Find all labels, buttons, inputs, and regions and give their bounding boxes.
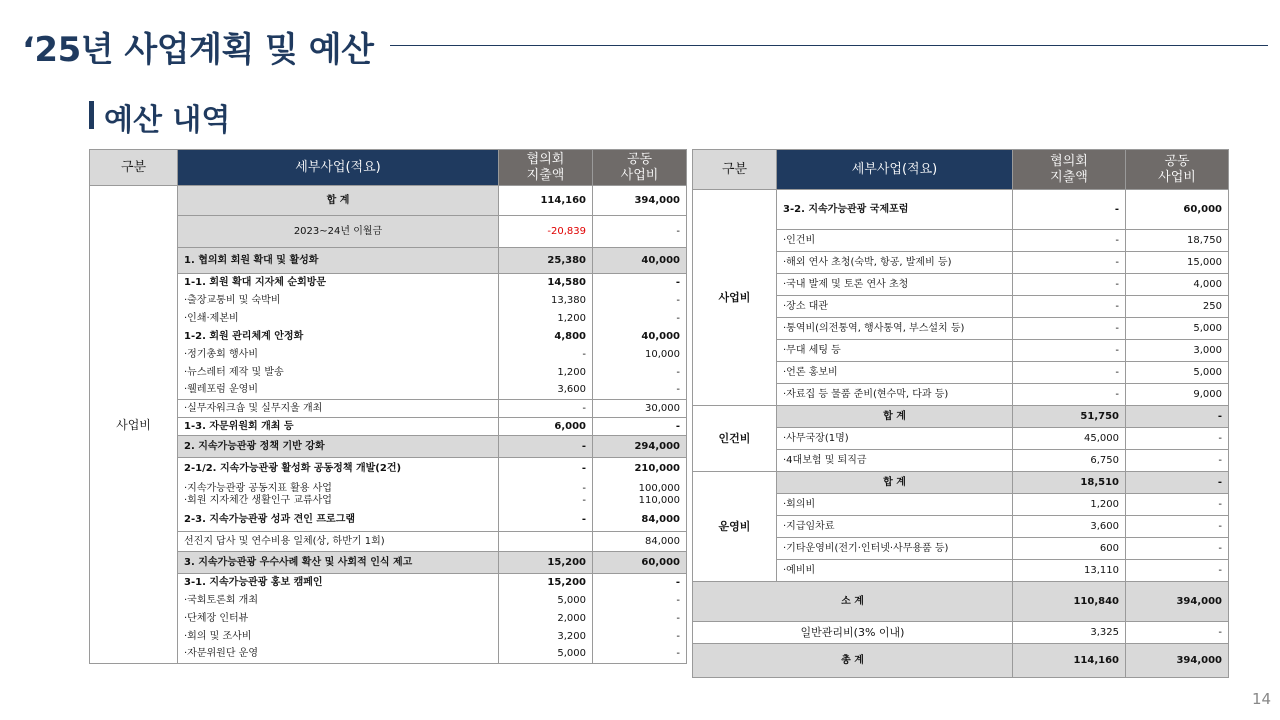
row-item: 2-1/2. 지속가능관광 활성화 공동정책 개발(2건) <box>178 458 499 480</box>
row-assoc: - <box>499 510 593 532</box>
table-row <box>90 458 687 480</box>
row-joint: 18,750 <box>1126 230 1229 252</box>
header-category: 구분 <box>693 150 777 190</box>
row-joint: - <box>593 628 687 646</box>
row-joint: - <box>1126 516 1229 538</box>
row-assoc: 600 <box>1013 538 1126 560</box>
row-assoc: - <box>1013 274 1126 296</box>
row-joint: 40,000 <box>593 248 687 274</box>
row-item: 선진지 답사 및 연수비용 일체(상, 하반기 1회) <box>178 532 499 552</box>
row-item: 3-1. 지속가능관광 홍보 캠페인 <box>178 574 499 592</box>
table-row <box>693 406 1229 428</box>
page-number: 14 <box>1252 690 1272 708</box>
row-item: 3-2. 지속가능관광 국제포럼 <box>777 190 1013 230</box>
row-assoc: 3,200 <box>499 628 593 646</box>
header-joint: 공동 사업비 <box>1126 150 1229 190</box>
row-assoc: 13,380 <box>499 292 593 310</box>
row-item: ·기타운영비(전기·인터넷·사무용품 등) <box>777 538 1013 560</box>
row-assoc: 6,000 <box>499 418 593 436</box>
table-row <box>90 382 687 400</box>
row-joint: 100,000 110,000 <box>593 480 687 510</box>
header-joint: 공동 사업비 <box>593 150 687 186</box>
row-assoc: 18,510 <box>1013 472 1126 494</box>
row-assoc: 15,200 <box>499 574 593 592</box>
row-item: ·자문위원단 운영 <box>178 646 499 664</box>
row-item: 합 계 <box>777 406 1013 428</box>
row-item: ·지속가능관광 공동지표 활용 사업 ·회원 지자체간 생활인구 교류사업 <box>178 480 499 510</box>
row-joint: - <box>1126 538 1229 560</box>
row-joint: - <box>1126 406 1229 428</box>
row-item: ·해외 연사 초청(숙박, 항공, 발제비 등) <box>777 252 1013 274</box>
row-assoc: 1,200 <box>1013 494 1126 516</box>
row-assoc: 1,200 <box>499 310 593 328</box>
row-item: 1-2. 회원 관리체계 안정화 <box>178 328 499 346</box>
row-assoc: - <box>1013 296 1126 318</box>
row-joint: - <box>1126 560 1229 582</box>
row-assoc: - <box>1013 190 1126 230</box>
row-assoc: - <box>1013 230 1126 252</box>
row-item: 합 계 <box>777 472 1013 494</box>
row-item: ·예비비 <box>777 560 1013 582</box>
row-joint: 10,000 <box>593 346 687 364</box>
row-joint: 5,000 <box>1126 318 1229 340</box>
row-assoc: - <box>499 400 593 418</box>
row-item: 2023~24년 이월금 <box>178 216 499 248</box>
table-row <box>90 574 687 592</box>
row-item: 3. 지속가능관광 우수사례 확산 및 사회적 인식 제고 <box>178 552 499 574</box>
subtotal-assoc: 110,840 <box>1013 582 1126 622</box>
table-row <box>90 646 687 664</box>
row-item: ·단체장 인터뷰 <box>178 610 499 628</box>
table-row <box>693 472 1229 494</box>
title-divider <box>390 45 1268 46</box>
row-item: ·무대 세팅 등 <box>777 340 1013 362</box>
table-row <box>90 552 687 574</box>
page-title: ‘25년 사업계획 및 예산 <box>22 30 374 70</box>
row-joint: - <box>593 418 687 436</box>
row-joint: - <box>1126 494 1229 516</box>
row-joint: - <box>593 592 687 610</box>
row-assoc <box>499 532 593 552</box>
row-assoc: - - <box>499 480 593 510</box>
row-assoc: 1,200 <box>499 364 593 382</box>
overhead-row <box>693 622 1229 644</box>
table-row <box>90 364 687 382</box>
overhead-joint: - <box>1126 622 1229 644</box>
row-item: 합 계 <box>178 186 499 216</box>
row-assoc: 14,580 <box>499 274 593 292</box>
row-joint: - <box>1126 472 1229 494</box>
row-joint: 294,000 <box>593 436 687 458</box>
row-assoc: - <box>1013 340 1126 362</box>
row-assoc: - <box>499 436 593 458</box>
row-item: ·인건비 <box>777 230 1013 252</box>
row-assoc: 5,000 <box>499 592 593 610</box>
row-joint: 30,000 <box>593 400 687 418</box>
total-assoc: 114,160 <box>1013 644 1126 678</box>
row-item: ·인쇄·제본비 <box>178 310 499 328</box>
row-item: 1-1. 회원 확대 지자체 순회방문 <box>178 274 499 292</box>
row-joint: 5,000 <box>1126 362 1229 384</box>
category-business: 사업비 <box>693 190 777 406</box>
header-assoc: 협의회 지출액 <box>499 150 593 186</box>
table-row <box>90 610 687 628</box>
row-joint: 4,000 <box>1126 274 1229 296</box>
row-assoc: -20,839 <box>499 216 593 248</box>
table-row <box>90 400 687 418</box>
subtotal-joint: 394,000 <box>1126 582 1229 622</box>
row-joint: - <box>593 364 687 382</box>
table-row <box>90 418 687 436</box>
overhead-label: 일반관리비(3% 이내) <box>693 622 1013 644</box>
row-assoc: 13,110 <box>1013 560 1126 582</box>
row-joint: - <box>593 610 687 628</box>
table-row <box>90 628 687 646</box>
header-detail: 세부사업(적요) <box>777 150 1013 190</box>
row-assoc: 5,000 <box>499 646 593 664</box>
row-item: ·지급임차료 <box>777 516 1013 538</box>
table-row <box>90 292 687 310</box>
header-category: 구분 <box>90 150 178 186</box>
row-item: ·4대보험 및 퇴직금 <box>777 450 1013 472</box>
overhead-assoc: 3,325 <box>1013 622 1126 644</box>
row-assoc: 15,200 <box>499 552 593 574</box>
row-joint: - <box>593 646 687 664</box>
row-assoc: - <box>1013 318 1126 340</box>
row-item: ·국내 발제 및 토론 연사 초청 <box>777 274 1013 296</box>
total-row <box>693 644 1229 678</box>
row-joint: 9,000 <box>1126 384 1229 406</box>
row-item: ·회의 및 조사비 <box>178 628 499 646</box>
row-item: ·웰레포럼 운영비 <box>178 382 499 400</box>
row-joint: - <box>1126 428 1229 450</box>
subtotal-row <box>693 582 1229 622</box>
row-joint: 15,000 <box>1126 252 1229 274</box>
table-row <box>90 328 687 346</box>
row-assoc: 25,380 <box>499 248 593 274</box>
row-assoc: - <box>1013 384 1126 406</box>
row-joint: 60,000 <box>593 552 687 574</box>
table-row <box>693 190 1229 230</box>
row-joint: - <box>1126 450 1229 472</box>
section-subtitle: 예산 내역 <box>104 103 231 138</box>
table-row <box>90 532 687 552</box>
row-assoc: 4,800 <box>499 328 593 346</box>
table-row <box>90 248 687 274</box>
row-assoc: 2,000 <box>499 610 593 628</box>
row-item: ·회의비 <box>777 494 1013 516</box>
row-joint: - <box>593 216 687 248</box>
row-joint: 40,000 <box>593 328 687 346</box>
row-item: ·실무자워크숍 및 실무지울 개최 <box>178 400 499 418</box>
total-joint: 394,000 <box>1126 644 1229 678</box>
table-row <box>90 480 687 510</box>
row-joint: 210,000 <box>593 458 687 480</box>
budget-table-right <box>692 149 1229 678</box>
row-joint: - <box>593 574 687 592</box>
row-joint: 60,000 <box>1126 190 1229 230</box>
row-item: 1. 협의회 회원 확대 및 활성화 <box>178 248 499 274</box>
row-assoc: - <box>1013 252 1126 274</box>
row-joint: 394,000 <box>593 186 687 216</box>
row-item: ·언론 홍보비 <box>777 362 1013 384</box>
row-joint: - <box>593 382 687 400</box>
row-assoc: 51,750 <box>1013 406 1126 428</box>
category-personnel: 인건비 <box>693 406 777 472</box>
category-cell: 사업비 <box>90 186 178 664</box>
row-item: ·통역비(의전통역, 행사통역, 부스설치 등) <box>777 318 1013 340</box>
row-assoc: 3,600 <box>499 382 593 400</box>
row-item: ·장소 대관 <box>777 296 1013 318</box>
header-detail: 세부사업(적요) <box>178 150 499 186</box>
row-assoc: 3,600 <box>1013 516 1126 538</box>
subtotal-label: 소 계 <box>693 582 1013 622</box>
table-row <box>90 274 687 292</box>
header-assoc: 협의회 지출액 <box>1013 150 1126 190</box>
row-assoc: - <box>499 458 593 480</box>
row-assoc: 114,160 <box>499 186 593 216</box>
table-row <box>90 436 687 458</box>
subtitle-marker <box>89 101 94 129</box>
row-item: ·자료집 등 물품 준비(현수막, 다과 등) <box>777 384 1013 406</box>
row-item: ·뉴스레터 제작 및 발송 <box>178 364 499 382</box>
table-row <box>90 510 687 532</box>
budget-table-left <box>89 149 687 664</box>
row-assoc: - <box>499 346 593 364</box>
row-assoc: 6,750 <box>1013 450 1126 472</box>
row-item: ·정기총회 행사비 <box>178 346 499 364</box>
row-item: ·출장교통비 및 숙박비 <box>178 292 499 310</box>
row-item: ·사무국장(1명) <box>777 428 1013 450</box>
row-joint: - <box>593 292 687 310</box>
row-joint: 250 <box>1126 296 1229 318</box>
table-row <box>90 310 687 328</box>
row-joint: - <box>593 310 687 328</box>
row-assoc: - <box>1013 362 1126 384</box>
table-row <box>90 346 687 364</box>
table-header-row <box>90 150 687 186</box>
row-item: 1-3. 자문위원회 개최 등 <box>178 418 499 436</box>
table-header-row <box>693 150 1229 190</box>
row-item: 2. 지속가능관광 정책 기반 강화 <box>178 436 499 458</box>
table-row <box>90 592 687 610</box>
category-operation: 운영비 <box>693 472 777 582</box>
row-item: 2-3. 지속가능관광 성과 견인 프로그램 <box>178 510 499 532</box>
row-joint: 84,000 <box>593 510 687 532</box>
row-item: ·국회토론회 개최 <box>178 592 499 610</box>
total-label: 총 계 <box>693 644 1013 678</box>
table-row <box>90 216 687 248</box>
row-joint: 3,000 <box>1126 340 1229 362</box>
row-joint: 84,000 <box>593 532 687 552</box>
table-row <box>90 186 687 216</box>
row-assoc: 45,000 <box>1013 428 1126 450</box>
row-joint: - <box>593 274 687 292</box>
